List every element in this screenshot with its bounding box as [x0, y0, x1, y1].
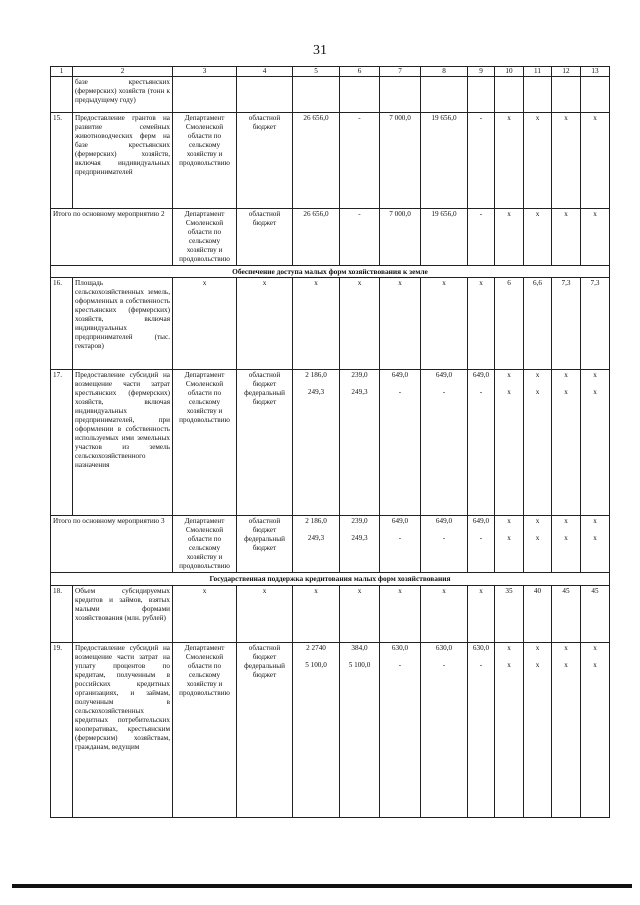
column-number-row — [51, 67, 610, 77]
funding-source — [237, 642, 293, 817]
cell-value: х — [468, 278, 495, 370]
indicator-name: базе крестьянских (фермерских) хозяйств (тонн к предыдущему году) — [73, 77, 173, 113]
row-number: 15. — [51, 113, 73, 209]
value-federal: - — [398, 388, 402, 397]
column-number: 13 — [581, 67, 610, 77]
cell-value: 45 — [581, 585, 610, 642]
source-regional: областной бюджет — [248, 643, 281, 661]
cell-value — [293, 516, 340, 573]
value-regional: 630,0 — [391, 643, 409, 652]
cell-value: х — [552, 209, 581, 266]
value-regional: 649,0 — [391, 517, 409, 526]
value-federal: 249,3 — [307, 388, 325, 397]
table-row — [51, 278, 610, 370]
funding-source — [237, 516, 293, 573]
cell-value: - — [340, 209, 380, 266]
cell-value — [293, 77, 340, 113]
value-federal: - — [479, 534, 483, 543]
cell-value: х — [552, 113, 581, 209]
cell-value: - — [468, 113, 495, 209]
column-number: 4 — [237, 67, 293, 77]
column-number: 5 — [293, 67, 340, 77]
cell-value: 45 — [552, 585, 581, 642]
cell-value — [495, 516, 524, 573]
value-regional: 649,0 — [435, 517, 453, 526]
cell-value: х — [293, 278, 340, 370]
value-federal: х — [593, 534, 597, 543]
row-number: 17. — [51, 370, 73, 516]
executor: Департамент Смоленской области по сельскому хозяйству и продовольствию — [173, 516, 237, 573]
cell-value — [524, 642, 552, 817]
cell-value: х — [340, 585, 380, 642]
value-federal: х — [593, 388, 597, 397]
column-number: 9 — [468, 67, 495, 77]
value-federal: 249,3 — [351, 534, 368, 543]
cell-value: х — [380, 278, 421, 370]
cell-value: 26 656,0 — [293, 209, 340, 266]
value-regional: х — [507, 643, 511, 652]
funding-source: х — [237, 278, 293, 370]
value-regional: х — [593, 517, 597, 526]
cell-value: 35 — [495, 585, 524, 642]
indicator-name: Площадь сельскохозяйственных земель, оформленных в собственность крестьянских (фермерских) хозяйств, включая индивидуальных предпринимателей (тыс. гектаров) — [73, 278, 173, 370]
cell-value — [552, 642, 581, 817]
value-federal: х — [507, 388, 511, 397]
value-federal: - — [398, 660, 402, 669]
cell-value — [495, 370, 524, 516]
cell-value: х — [495, 209, 524, 266]
total-row — [51, 516, 610, 573]
column-number: 2 — [73, 67, 173, 77]
cell-value: - — [340, 113, 380, 209]
value-federal: х — [564, 388, 568, 397]
indicator-name: Предоставление субсидий на возмещение части затрат на уплату процентов по кредитам, полученным в российских кредитных организациях, и займам, полученным в сельскохозяйственных кредитных потребительских кооперативах, крестьянским (фермерским) хозяйствам, гражданам, ведущим — [73, 642, 173, 817]
value-regional: 649,0 — [472, 371, 490, 380]
value-regional: 2 186,0 — [305, 371, 327, 380]
page-number: 31 — [313, 43, 327, 58]
value-regional: 630,0 — [435, 643, 453, 652]
value-federal: - — [479, 388, 483, 397]
cell-value: 7,3 — [581, 278, 610, 370]
source-federal: федеральный бюджет — [244, 389, 285, 407]
cell-value: х — [380, 585, 421, 642]
value-federal: - — [442, 660, 446, 669]
cell-value: х — [421, 585, 468, 642]
value-regional: 649,0 — [472, 517, 490, 526]
cell-value — [468, 516, 495, 573]
cell-value: 7 000,0 — [380, 209, 421, 266]
value-federal: х — [535, 534, 540, 543]
source-federal: федеральный бюджет — [244, 535, 285, 553]
value-regional: х — [593, 371, 597, 380]
value-regional: 239,0 — [351, 517, 368, 526]
source-regional: областной бюджет — [248, 517, 281, 535]
value-federal: х — [564, 534, 568, 543]
funding-source — [237, 77, 293, 113]
cell-value — [552, 516, 581, 573]
value-federal: - — [479, 660, 483, 669]
column-number: 6 — [340, 67, 380, 77]
executor: Департамент Смоленской области по сельскому хозяйству и продовольствию — [173, 113, 237, 209]
value-federal: - — [442, 388, 446, 397]
executor: Департамент Смоленской области по сельскому хозяйству и продовольствию — [173, 209, 237, 266]
table-row — [51, 585, 610, 642]
value-federal: х — [507, 534, 511, 543]
cell-value: 40 — [524, 585, 552, 642]
column-number: 3 — [173, 67, 237, 77]
value-federal: 249,3 — [307, 534, 325, 543]
cell-value — [340, 516, 380, 573]
cell-value: 19 656,0 — [421, 209, 468, 266]
value-regional: 384,0 — [351, 643, 368, 652]
cell-value: х — [581, 113, 610, 209]
cell-value — [340, 77, 380, 113]
column-number: 11 — [524, 67, 552, 77]
column-number: 7 — [380, 67, 421, 77]
value-regional: х — [593, 643, 597, 652]
value-regional: х — [535, 517, 540, 526]
value-regional: х — [564, 517, 568, 526]
row-number: 19. — [51, 642, 73, 817]
value-federal: х — [593, 660, 597, 669]
cell-value — [380, 516, 421, 573]
section-heading: Государственная поддержка кредитования малых форм хозяйствования — [51, 573, 610, 585]
cell-value: - — [468, 209, 495, 266]
cell-value — [468, 642, 495, 817]
cell-value: 19 656,0 — [421, 113, 468, 209]
value-regional: 239,0 — [351, 371, 368, 380]
total-label: Итого по основному мероприятию 2 — [51, 209, 173, 266]
row-number: 16. — [51, 278, 73, 370]
value-federal: х — [564, 660, 568, 669]
value-regional: х — [535, 371, 540, 380]
table-row — [51, 642, 610, 817]
funding-source: областной бюджет — [237, 113, 293, 209]
program-table — [50, 66, 610, 818]
value-regional: х — [535, 643, 540, 652]
value-federal: 5 100,0 — [305, 660, 327, 669]
total-label: Итого по основному мероприятию 3 — [51, 516, 173, 573]
cell-value: х — [581, 209, 610, 266]
table-row — [51, 370, 610, 516]
scan-edge-bar — [12, 884, 632, 888]
cell-value — [380, 642, 421, 817]
cell-value — [524, 370, 552, 516]
value-federal: - — [442, 534, 446, 543]
cell-value: х — [468, 585, 495, 642]
indicator-name: Предоставление субсидий на возмещение части затрат крестьянских (фермерских) хозяйств, включая индивидуальных предпринимателей, при оформлении в собственность используемых ими земельных участков из земель сельскохозяйственного назначения — [73, 370, 173, 516]
cell-value — [552, 370, 581, 516]
value-regional: 630,0 — [472, 643, 490, 652]
section-heading: Обеспечение доступа малых форм хозяйствования к земле — [51, 266, 610, 278]
indicator-name: Предоставление грантов на развитие семейных животноводческих ферм на базе крестьянских (фермерских) хозяйств, включая индивидуальных предпринимателей — [73, 113, 173, 209]
value-federal: - — [398, 534, 402, 543]
cell-value: 7 000,0 — [380, 113, 421, 209]
cell-value — [552, 77, 581, 113]
cell-value: х — [293, 585, 340, 642]
value-regional: 2 186,0 — [305, 517, 327, 526]
cell-value — [581, 642, 610, 817]
cell-value: 6,6 — [524, 278, 552, 370]
table-row — [51, 113, 610, 209]
executor: х — [173, 585, 237, 642]
cell-value — [581, 516, 610, 573]
cell-value — [421, 370, 468, 516]
cell-value — [293, 370, 340, 516]
cell-value — [581, 77, 610, 113]
value-regional: 649,0 — [391, 371, 409, 380]
cell-value: 26 656,0 — [293, 113, 340, 209]
cell-value: 7,3 — [552, 278, 581, 370]
cell-value — [495, 642, 524, 817]
funding-source — [237, 370, 293, 516]
cell-value: х — [524, 209, 552, 266]
cell-value — [581, 370, 610, 516]
cell-value — [340, 370, 380, 516]
executor — [173, 77, 237, 113]
section-heading-row — [51, 266, 610, 278]
indicator-name: Объем субсидируемых кредитов и займов, взятых малыми формами хозяйствования (млн. рублей) — [73, 585, 173, 642]
cell-value — [524, 77, 552, 113]
funding-source: х — [237, 585, 293, 642]
source-regional: областной бюджет — [248, 371, 281, 389]
row-number: 18. — [51, 585, 73, 642]
value-federal: 5 100,0 — [348, 660, 371, 669]
cell-value: 6 — [495, 278, 524, 370]
value-regional: 649,0 — [435, 371, 453, 380]
funding-source: областной бюджет — [237, 209, 293, 266]
column-number: 10 — [495, 67, 524, 77]
value-regional: х — [564, 643, 568, 652]
cell-value: х — [421, 278, 468, 370]
value-federal: х — [535, 660, 540, 669]
cell-value — [468, 370, 495, 516]
cell-value — [340, 642, 380, 817]
cell-value — [421, 642, 468, 817]
executor: Департамент Смоленской области по сельскому хозяйству и продовольствию — [173, 370, 237, 516]
cell-value — [468, 77, 495, 113]
executor: х — [173, 278, 237, 370]
value-regional: 2 2740 — [306, 643, 326, 652]
total-row — [51, 209, 610, 266]
cell-value — [421, 77, 468, 113]
value-federal: 249,3 — [351, 388, 368, 397]
cell-value — [421, 516, 468, 573]
cell-value: х — [524, 113, 552, 209]
cell-value — [380, 370, 421, 516]
section-heading-row — [51, 573, 610, 585]
column-number: 1 — [51, 67, 73, 77]
value-federal: х — [507, 660, 511, 669]
executor: Департамент Смоленской области по сельскому хозяйству и продовольствию — [173, 642, 237, 817]
cell-value: х — [495, 113, 524, 209]
value-regional: х — [507, 371, 511, 380]
cell-value: х — [340, 278, 380, 370]
table-row — [51, 77, 610, 113]
row-number — [51, 77, 73, 113]
cell-value — [495, 77, 524, 113]
cell-value — [380, 77, 421, 113]
column-number: 12 — [552, 67, 581, 77]
source-federal: федеральный бюджет — [244, 661, 285, 679]
value-regional: х — [564, 371, 568, 380]
column-number: 8 — [421, 67, 468, 77]
cell-value — [524, 516, 552, 573]
value-regional: х — [507, 517, 511, 526]
value-federal: х — [535, 388, 540, 397]
cell-value — [293, 642, 340, 817]
